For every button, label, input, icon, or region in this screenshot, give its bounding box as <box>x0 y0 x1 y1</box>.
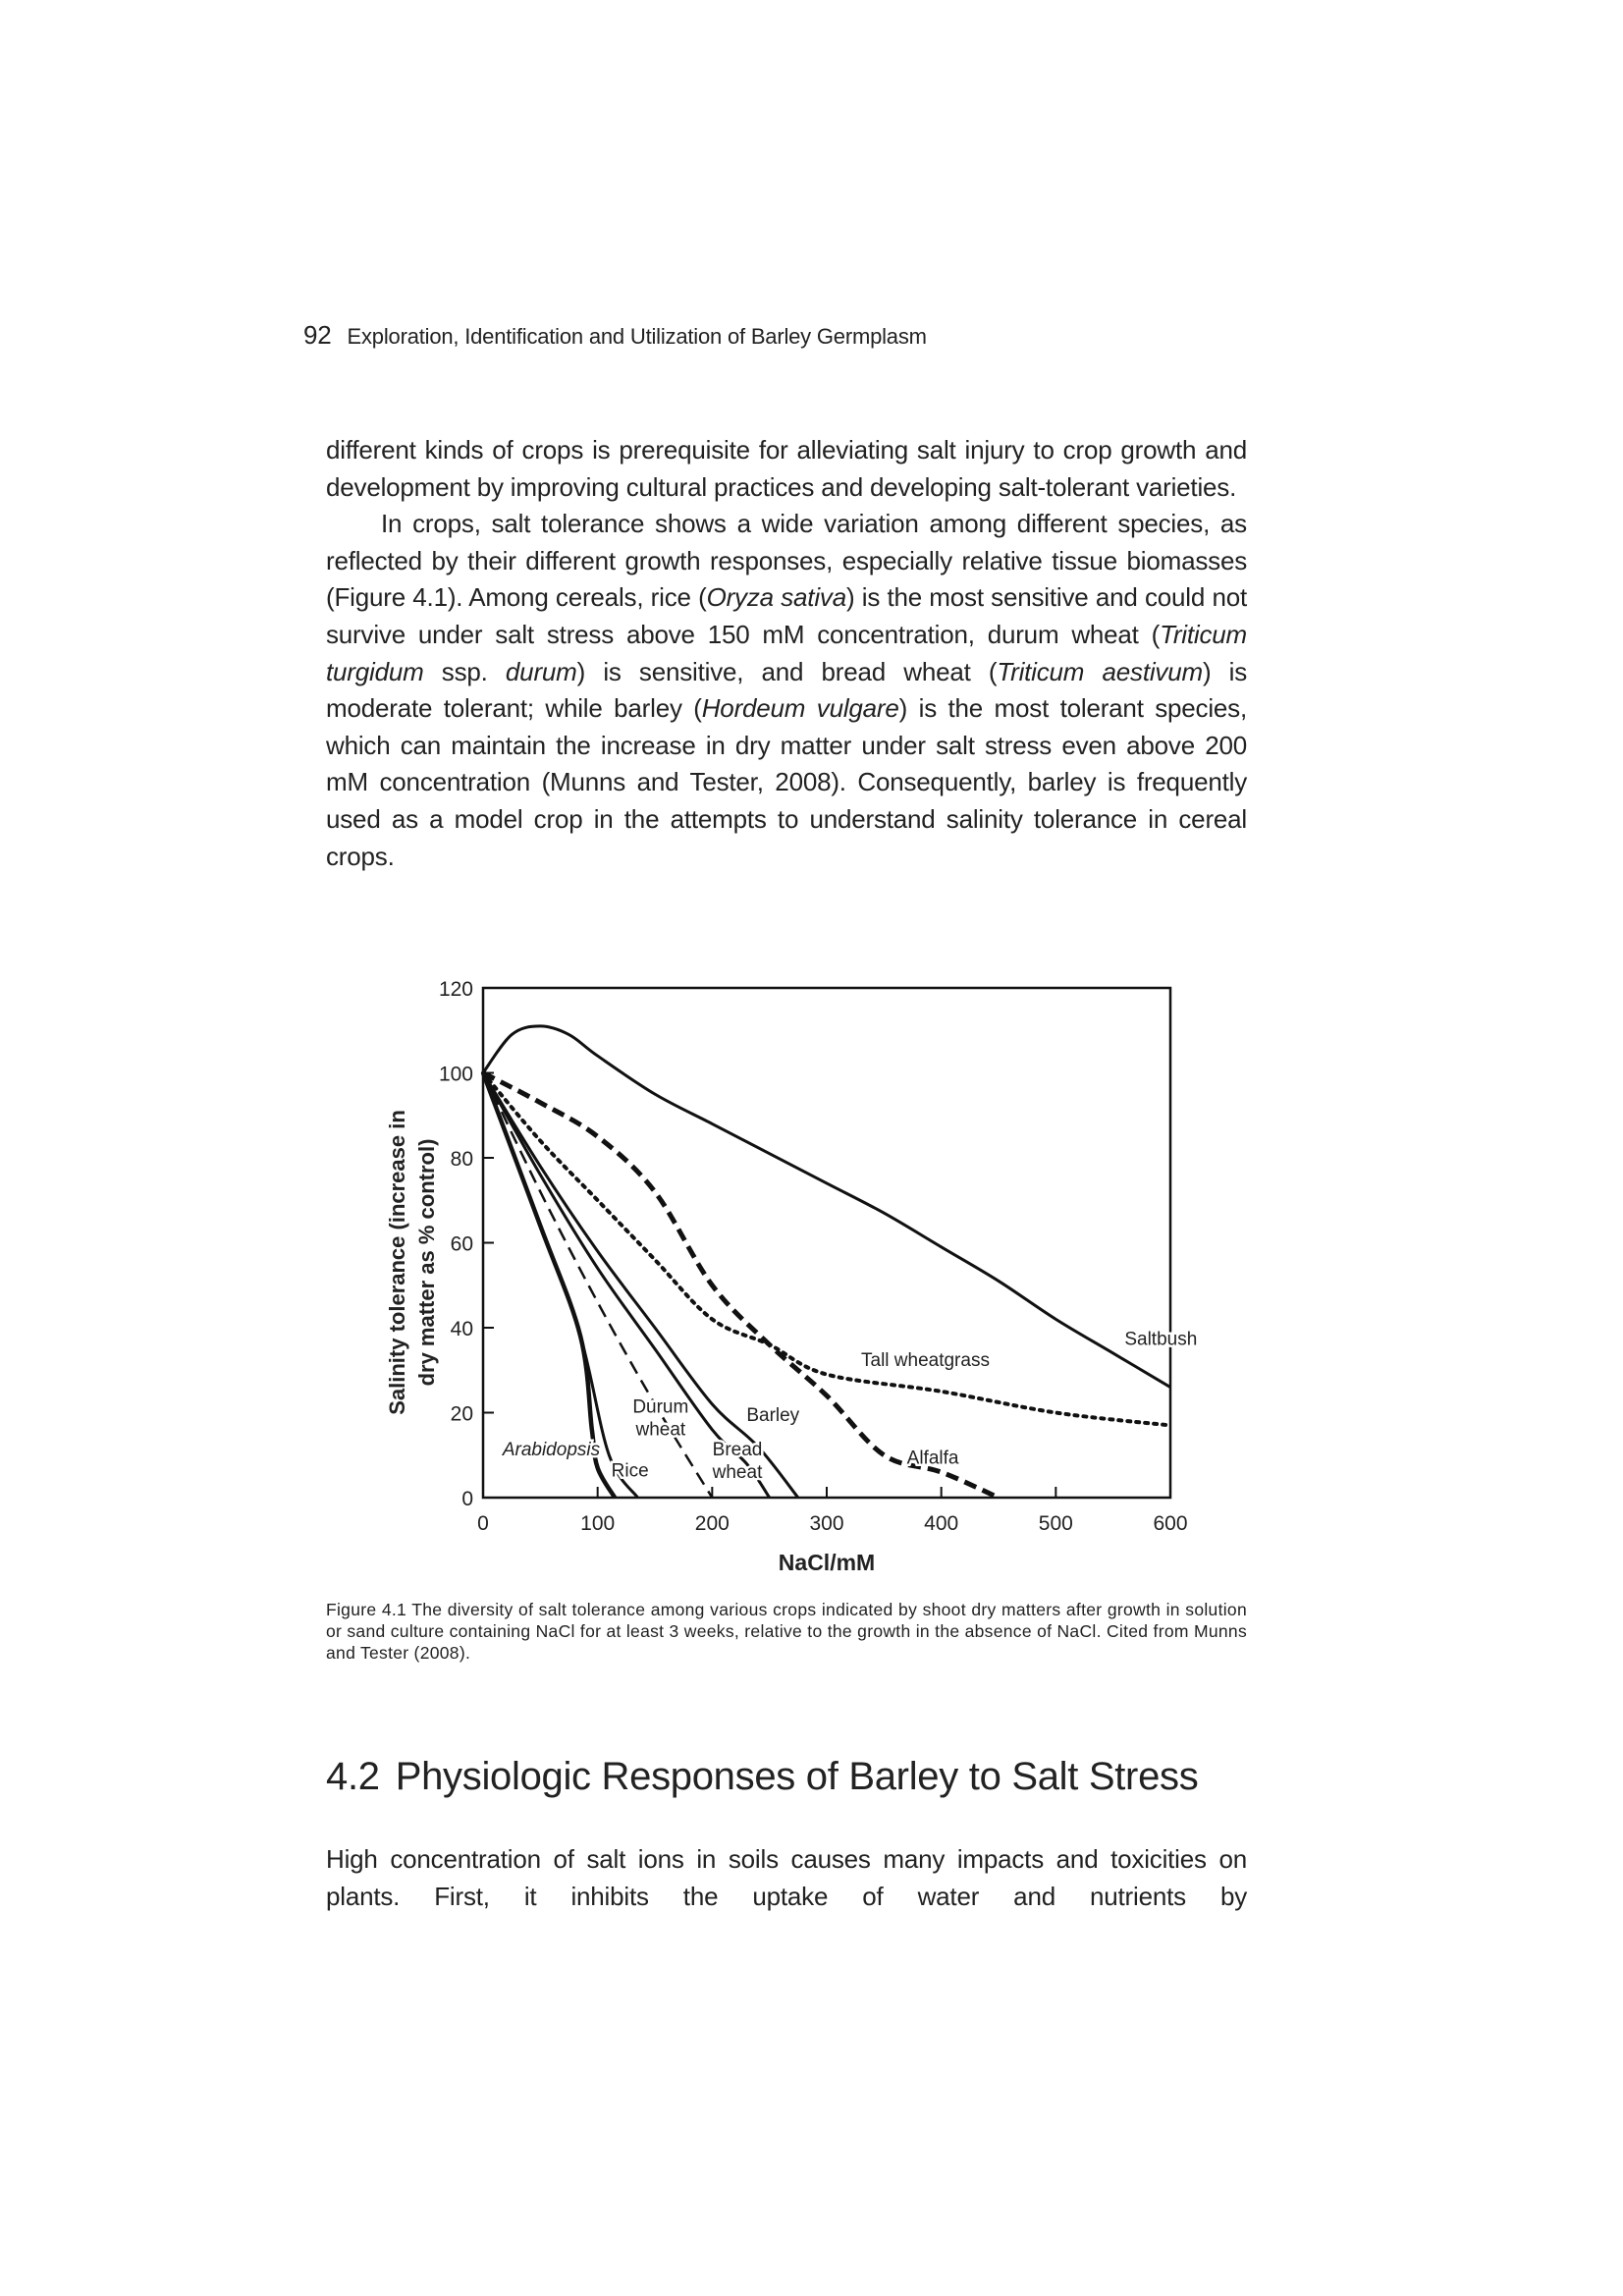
y-tick-label: 40 <box>450 1318 473 1340</box>
series-label: wheat <box>712 1461 763 1483</box>
figure-caption: Figure 4.1 The diversity of salt tolerance among various crops indicated by shoot dry matters after growth in solution or sand culture containing NaCl for at least 3 weeks, relative to the growth in the absence of NaCl. Cited from Munns and Tester (2008). <box>326 1600 1247 1663</box>
body-text-top <box>326 432 1247 875</box>
paragraph: High concentration of salt ions in soils causes many impacts and toxicities on plants. First, it inhibits the uptake of water and nutrients by <box>326 1844 1247 1911</box>
line-chart <box>373 967 1217 1586</box>
section-number: 4.2 <box>326 1755 380 1798</box>
series-label: wheat <box>635 1419 686 1441</box>
y-tick-label: 20 <box>450 1402 473 1426</box>
series-label: Durum <box>632 1396 689 1418</box>
series-label: Saltbush <box>1124 1329 1198 1350</box>
running-head <box>303 320 927 351</box>
series-label: Arabidopsis <box>502 1439 601 1460</box>
y-tick-label: 80 <box>450 1148 473 1171</box>
section-title: Physiologic Responses of Barley to Salt Stress <box>395 1755 1199 1798</box>
plot-frame <box>483 988 1170 1498</box>
x-tick-label: 600 <box>1153 1512 1188 1535</box>
y-tick-label: 100 <box>438 1063 473 1086</box>
y-tick-label: 60 <box>450 1232 473 1256</box>
body-text-bottom <box>326 1841 1247 1915</box>
series-label: Tall wheatgrass <box>861 1349 990 1371</box>
series-label: Barley <box>746 1405 800 1427</box>
x-tick-label: 400 <box>924 1512 959 1535</box>
figure-salt-tolerance-chart <box>373 967 1217 1586</box>
series-label: Bread <box>712 1439 763 1460</box>
x-tick-label: 500 <box>1038 1512 1073 1535</box>
paragraph: different kinds of crops is prerequisite for alleviating salt injury to crop growth and development by improving cultural practices and developing salt-tolerant varieties. <box>326 435 1247 502</box>
y-tick-label: 0 <box>461 1488 473 1510</box>
y-tick-label: 120 <box>438 978 473 1001</box>
series-label: Rice <box>611 1460 649 1482</box>
x-tick-label: 200 <box>694 1512 730 1535</box>
x-tick-label: 300 <box>809 1512 844 1535</box>
paragraph: In crops, salt tolerance shows a wide variation among different species, as reflected by their different growth responses, especially relative tissue biomasses (Figure 4.1). Among cereals, rice (Oryza sativa) is the most sensitive and could not survive under salt stress above 150 mM concentration, durum wheat (Triticum turgidum ssp. durum) is sensitive, and bread wheat (Triticum aestivum) is moderate tolerant; while barley (Hordeum vulgare) is the most tolerant species, which can maintain the increase in dry matter under salt stress even above 200 mM concentration (Munns and Tester, 2008). Consequently, barley is frequently used as a model crop in the attempts to understand salinity tolerance in cereal crops. <box>326 509 1248 871</box>
book-title: Exploration, Identification and Utilization of Barley Germplasm <box>347 324 927 349</box>
x-tick-label: 100 <box>580 1512 616 1535</box>
y-axis-label: Salinity tolerance (increase in dry matter as % control) <box>385 1110 439 1415</box>
page-number: 92 <box>303 320 332 350</box>
x-tick-label: 0 <box>477 1512 489 1535</box>
section-heading <box>326 1755 1198 1799</box>
x-axis-label: NaCl/mM <box>778 1550 876 1575</box>
series-label: Alfalfa <box>906 1448 959 1469</box>
